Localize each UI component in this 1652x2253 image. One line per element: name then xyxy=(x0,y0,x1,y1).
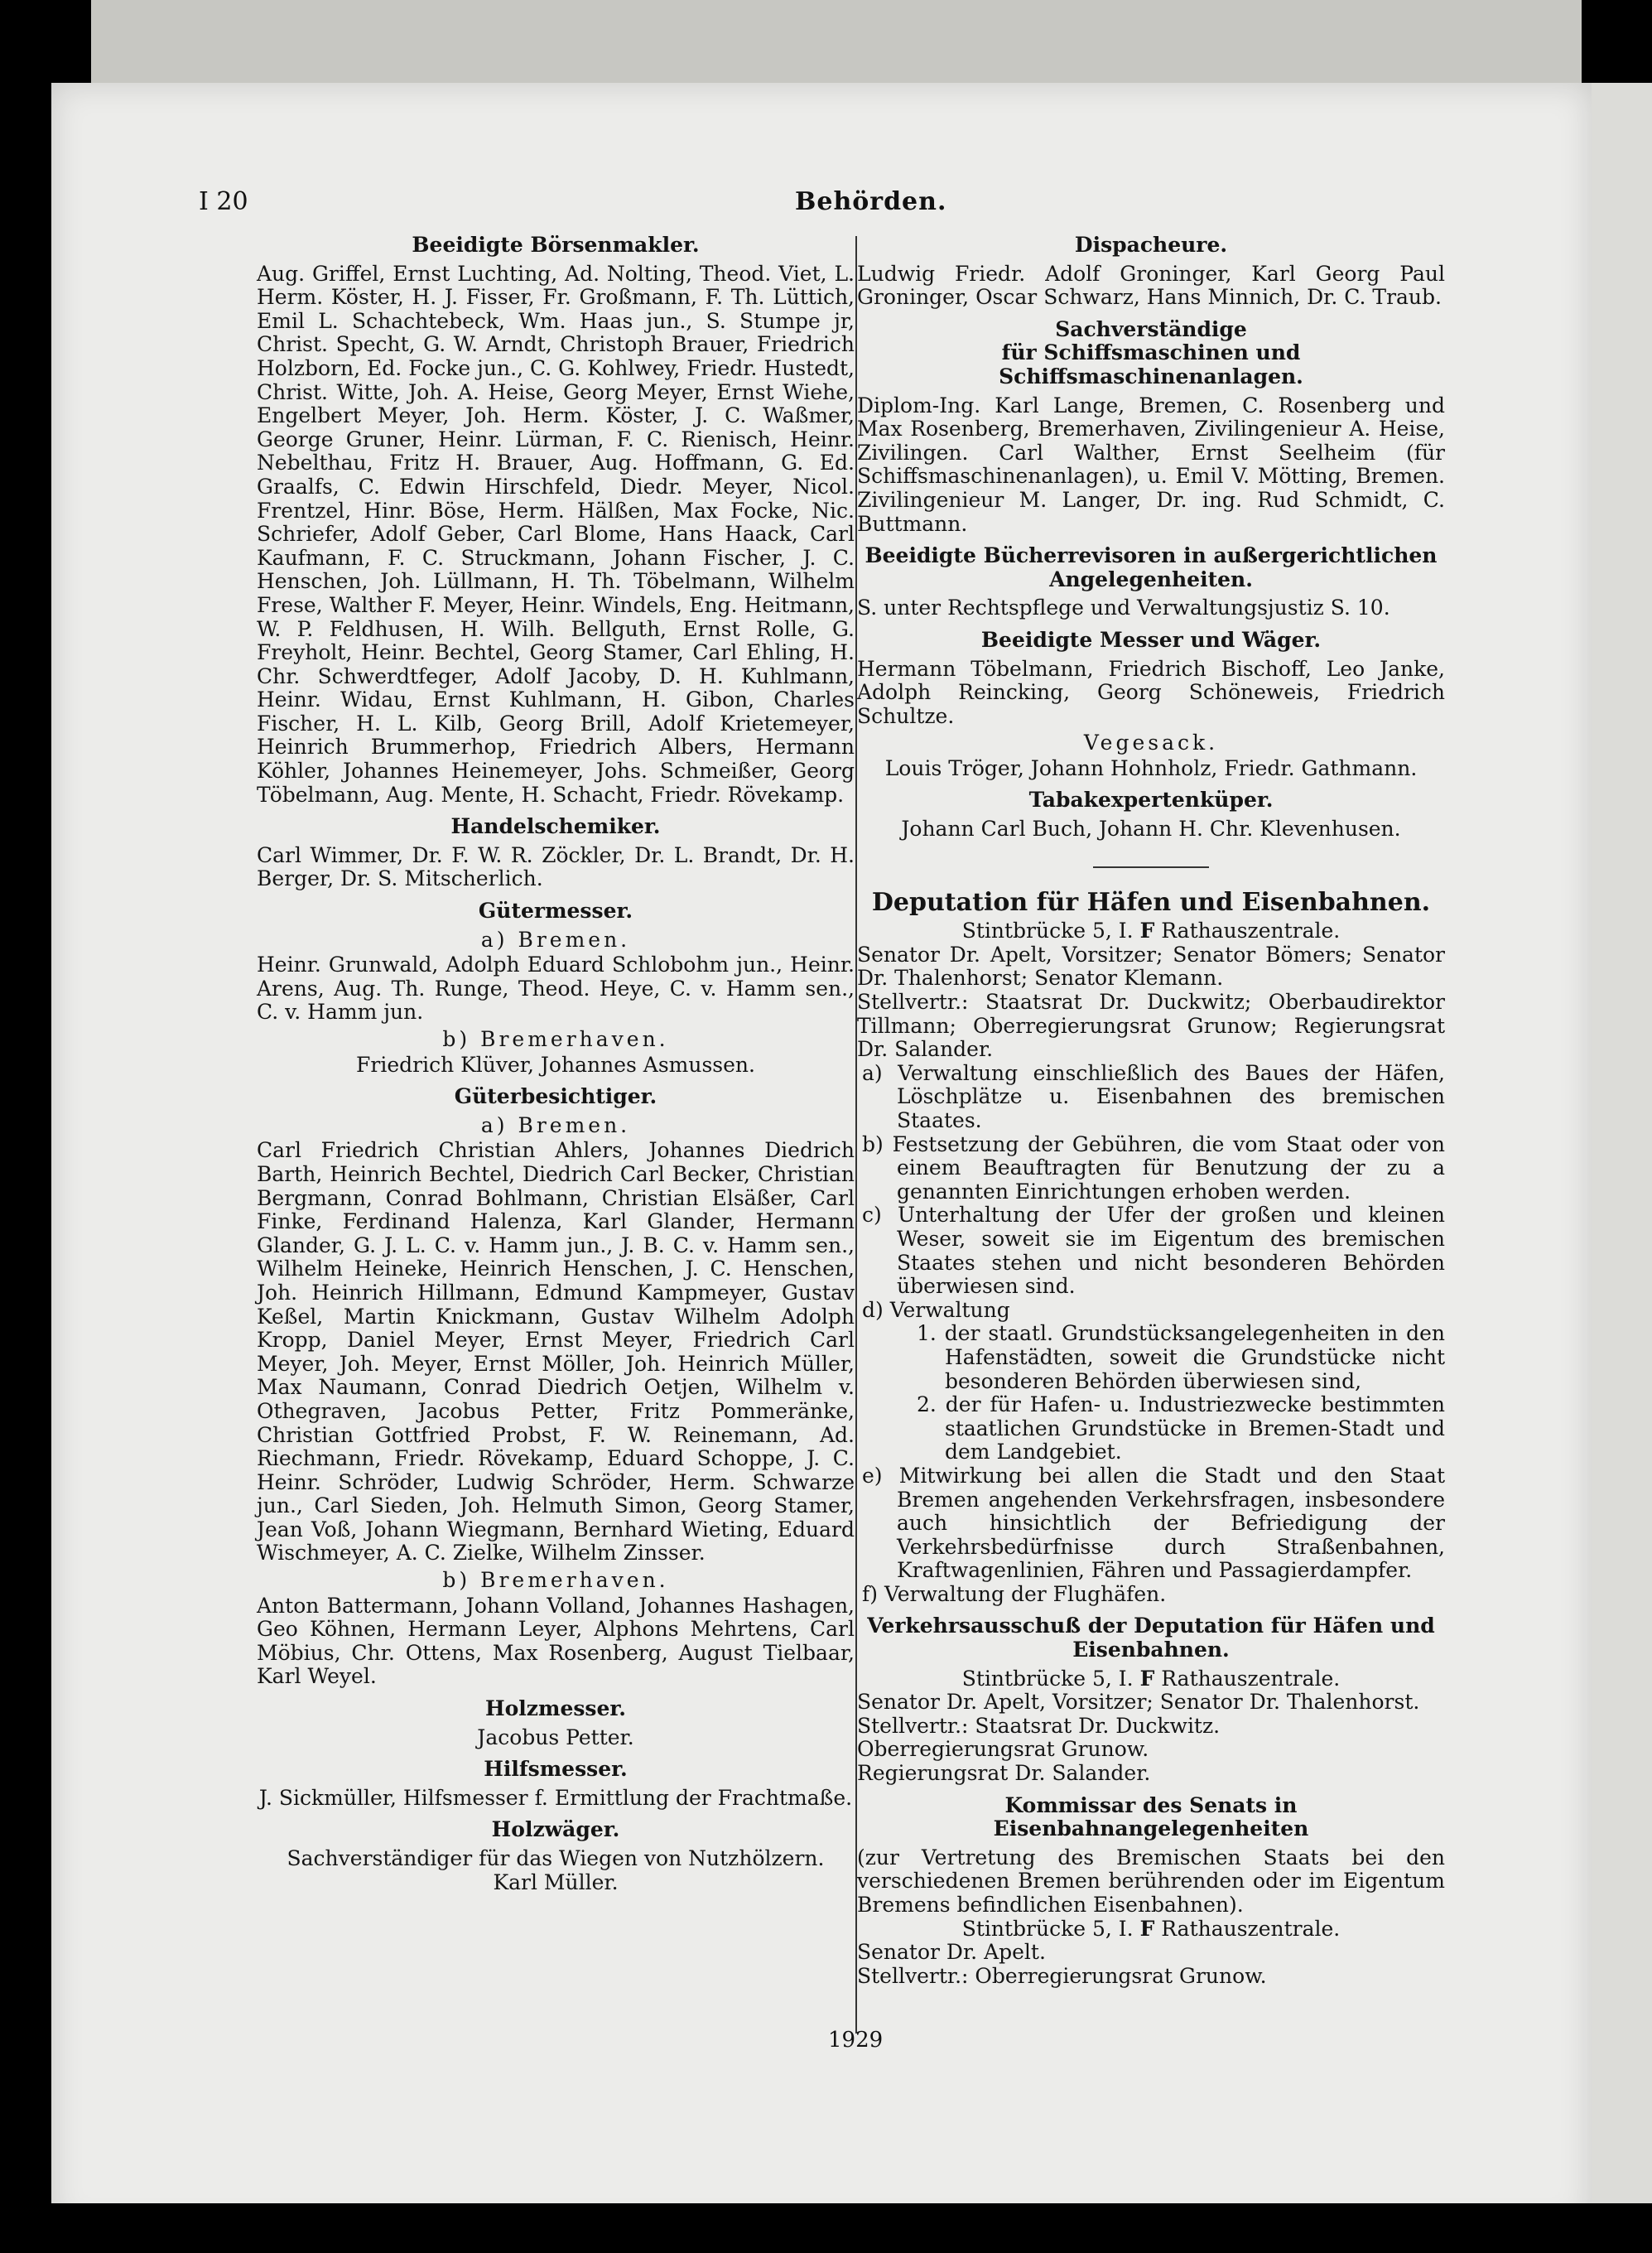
gutermesser-sub-bremerhaven: b) Bremerhaven. xyxy=(442,1027,669,1051)
section-title-verkehrsausschuss: Verkehrsausschuß der Deputation für Häfen und Eisenbahnen. xyxy=(867,1614,1435,1662)
scan-border xyxy=(0,2203,1652,2253)
verkehrsausschuss-line: Senator Dr. Apelt, Vorsitzer; Senator Dr. Thalenhorst. xyxy=(857,1690,1420,1715)
section-title-messer-waeger: Beeidigte Messer und Wäger. xyxy=(980,627,1322,652)
holzwaeger-line1: Sachverständiger für das Wiegen von Nutzhölzern. xyxy=(287,1846,825,1870)
deputation-deputies: Stellvertr.: Staatsrat Dr. Duckwitz; Oberbaudirektor Tillmann; Oberregierungsrat Grunow; Regierungsrat Dr. Salander. xyxy=(857,990,1445,1062)
gutermesser-bremerhaven-list: Friedrich Klüver, Johannes Asmussen. xyxy=(356,1052,755,1077)
section-title-handelschemiker: Handelschemiker. xyxy=(450,814,661,839)
verkehrsausschuss-address: Stintbrücke 5, I. xyxy=(961,1666,1134,1691)
phone-icon: F xyxy=(1139,919,1155,943)
sachverstaendige-title-line1: Sachverständige xyxy=(1055,316,1247,341)
left-column xyxy=(257,225,855,1894)
section-title-holzmesser: Holzmesser. xyxy=(485,1696,626,1721)
deputation-subitem: 1. der staatl. Grundstücksangelegenheiten in den Hafenstädten, soweit die Grundstücke nicht besonderen Behörden überwiesen sind, xyxy=(917,1321,1445,1393)
section-title-hilfsmesser: Hilfsmesser. xyxy=(484,1757,628,1782)
messer-waeger-sub-vegesack: Vegesack. xyxy=(1083,731,1219,755)
phone-icon: F xyxy=(1139,1666,1155,1691)
section-title-kommissar: Kommissar des Senats in Eisenbahnangelegenheiten xyxy=(993,1792,1309,1841)
deputation-item: f) Verwaltung der Flughäfen. xyxy=(862,1581,1167,1606)
buecherrevisoren-text: S. unter Rechtspflege und Verwaltungsjustiz S. 10. xyxy=(857,596,1390,620)
kommissar-note: (zur Vertretung des Bremischen Staats bei den verschiedenen Bremen berührenden oder im Eigentum Bremens befindlichen Eisenbahnen). xyxy=(857,1845,1445,1917)
section-title-guterbesichtiger: Güterbesichtiger. xyxy=(454,1084,657,1109)
section-title-sachverstaendige xyxy=(857,318,1445,389)
verkehrsausschuss-line: Regierungsrat Dr. Salander. xyxy=(857,1761,1151,1786)
sachverstaendige-list: Diplom-Ing. Karl Lange, Bremen, C. Rosenberg und Max Rosenberg, Bremerhaven, Zivilingenieur A. Heise, Zivilingen. Carl Walther, Ernst Seelheim (für Schiffsmaschinenanlagen), u. Emil V. Mötting, Bremen. Zivilingenieur M. Langer, Dr. ing. Rud Schmidt, C. Buttmann. xyxy=(857,393,1445,536)
messer-waeger-list: Hermann Töbelmann, Friedrich Bischoff, Leo Janke, Adolph Reincking, Georg Schöneweis, Friedrich Schultze. xyxy=(857,656,1445,728)
kommissar-line: Senator Dr. Apelt. xyxy=(857,1940,1046,1965)
holzmesser-list: Jacobus Petter. xyxy=(477,1725,634,1749)
verkehrsausschuss-phone: Rathauszentrale. xyxy=(1161,1666,1341,1691)
deputation-address: Stintbrücke 5, I. xyxy=(961,919,1134,943)
footer-year: 1929 xyxy=(828,2028,884,2053)
gutermesser-bremen-list: Heinr. Grunwald, Adolph Eduard Schlobohm jun., Heinr. Arens, Aug. Th. Runge, Theod. Heye, C. v. Hamm sen., C. v. Hamm jun. xyxy=(257,953,855,1025)
section-title-boersenmakler: Beeidigte Börsenmakler. xyxy=(412,233,700,257)
gutermesser-sub-bremen: a) Bremen. xyxy=(480,927,631,952)
sachverstaendige-title-line2: für Schiffsmaschinen und Schiffsmaschinenanlagen. xyxy=(999,340,1303,388)
right-column xyxy=(857,225,1445,1988)
deputation-phone: Rathauszentrale. xyxy=(1161,919,1341,943)
handelschemiker-list: Carl Wimmer, Dr. F. W. R. Zöckler, Dr. L. Brandt, Dr. H. Berger, Dr. S. Mitscherlich. xyxy=(257,842,855,891)
tabak-list: Johann Carl Buch, Johann H. Chr. Klevenhusen. xyxy=(901,817,1401,842)
guterbesichtiger-sub-bremen: a) Bremen. xyxy=(480,1112,631,1137)
section-title-dispacheure: Dispacheure. xyxy=(1074,233,1228,257)
section-title-deputation: Deputation für Häfen und Eisenbahnen. xyxy=(871,887,1431,917)
deputation-item: d) Verwaltung xyxy=(862,1297,1010,1322)
deputation-members: Senator Dr. Apelt, Vorsitzer; Senator Bömers; Senator Dr. Thalenhorst; Senator Klemann. xyxy=(857,942,1445,991)
kommissar-address-line xyxy=(857,1918,1445,1942)
boersenmakler-list: Aug. Griffel, Ernst Luchting, Ad. Nolting, Theod. Viet, L. Herm. Köster, H. J. Fisser, Fr. Großmann, F. Th. Lüttich, Emil L. Schachtebeck, Wm. Haas jun., S. Stumpe jr, Christ. Specht, G. W. Arndt, Christoph Brauer, Friedrich Holzborn, Ed. Focke jun., C. G. Kohlwey, Friedr. Hustedt, Christ. Witte, Joh. A. Heise, Georg Meyer, Ernst Wiehe, Engelbert Meyer, Joh. Herm. Köster, J. C. Waßmer, George Gruner, Heinr. Lürman, F. C. Rienisch, Heinr. Nebelthau, Fritz H. Brauer, Aug. Hoffmann, G. Ed. Graalfs, C. Edwin Hirschfeld, Diedr. Meyer, Nicol. Frentzel, Hinr. Böse, Herm. Hälßen, Max Focke, Nic. Schriefer, Adolf Geber, Carl Blome, Hans Haack, Carl Kaufmann, F. C. Struckmann, Johann Fischer, J. C. Henschen, Joh. Lüllmann, H. Th. Töbelmann, Wilhelm Frese, Walther F. Meyer, Heinr. Windels, Eng. Heitmann, W. P. Feldhusen, H. Wilh. Bellguth, Ernst Rolle, G. Freyholt, Heinr. Bechtel, Georg Stamer, Carl Ehling, H. Chr. Schwerdtfeger, Adolf Jacoby, D. H. Kuhlmann, Heinr. Widau, Ernst Kuhlmann, H. Gibon, Charles Fischer, H. L. Kilb, Georg Brill, Adolf Krietemeyer, Heinrich Brummerhop, Friedrich Albers, Hermann Köhler, Johannes Heinemeyer, Johs. Schmeißer, Georg Töbelmann, Aug. Mente, H. Schacht, Friedr. Rövekamp. xyxy=(257,261,855,807)
deputation-item: c) Unterhaltung der Ufer der großen und kleinen Weser, soweit sie im Eigentum des bremischen Staates stehen und nicht besonderen Behörden überwiesen sind. xyxy=(862,1203,1445,1299)
messer-waeger-vegesack-list: Louis Tröger, Johann Hohnholz, Friedr. Gathmann. xyxy=(884,755,1418,780)
section-title-buecherrevisoren: Beeidigte Bücherrevisoren in außergerichtlichen Angelegenheiten. xyxy=(865,543,1438,591)
section-divider xyxy=(1093,866,1209,868)
section-title-gutermesser: Gütermesser. xyxy=(478,899,633,924)
section-title-holzwaeger: Holzwäger. xyxy=(491,1817,620,1842)
kommissar-line: Stellvertr.: Oberregierungsrat Grunow. xyxy=(857,1963,1267,1988)
guterbesichtiger-bremerhaven-list: Anton Battermann, Johann Volland, Johannes Hashagen, Geo Köhnen, Hermann Leyer, Alphons Mehrtens, Carl Möbius, Chr. Ottens, Max Rosenberg, August Tielbaar, Karl Weyel. xyxy=(257,1593,855,1689)
deputation-subitem: 2. der für Hafen- u. Industriezwecke bestimmten staatlichen Grundstücke in Bremen-Stadt und dem Landgebiet. xyxy=(917,1392,1445,1464)
holzwaeger-line2: Karl Müller. xyxy=(493,1869,619,1894)
deputation-item: a) Verwaltung einschließlich des Baues der Häfen, Löschplätze u. Eisenbahnen des bremischen Staates. xyxy=(862,1060,1445,1132)
kommissar-address: Stintbrücke 5, I. xyxy=(961,1916,1134,1941)
running-head: Behörden. xyxy=(795,187,947,216)
verkehrsausschuss-line: Stellvertr.: Staatsrat Dr. Duckwitz. xyxy=(857,1713,1221,1738)
hilfsmesser-list: J. Sickmüller, Hilfsmesser f. Ermittlung der Frachtmaße. xyxy=(258,1785,853,1810)
dispacheure-list: Ludwig Friedr. Adolf Groninger, Karl Georg Paul Groninger, Oscar Schwarz, Hans Minnich, Dr. C. Traub. xyxy=(857,261,1445,310)
kommissar-phone: Rathauszentrale. xyxy=(1161,1916,1341,1941)
verkehrsausschuss-line: Oberregierungsrat Grunow. xyxy=(857,1737,1149,1762)
page-number: I 20 xyxy=(199,187,248,216)
guterbesichtiger-bremen-list: Carl Friedrich Christian Ahlers, Johannes Diedrich Barth, Heinrich Bechtel, Diedrich Carl Becker, Christian Bergmann, Conrad Bohlmann, Christian Elsäßer, Carl Finke, Ferdinand Halenza, Karl Glander, Hermann Glander, G. J. L. C. v. Hamm jun., J. B. C. v. Hamm sen., Wilhelm Heineke, Heinrich Henschen, J. C. Henschen, Joh. Heinrich Hillmann, Edmund Kampmeyer, Gustav Keßel, Martin Knickmann, Gustav Wilhelm Adolph Kropp, Daniel Meyer, Ernst Meyer, Friedrich Carl Meyer, Joh. Meyer, Ernst Möller, Joh. Heinrich Müller, Max Naumann, Conrad Diedrich Oetjen, Wilhelm v. Othegraven, Jacobus Petter, Fritz Pommeränke, Christian Gottfried Probst, F. W. Reinemann, Ad. Riechmann, Friedr. Rövekamp, Eduard Schoppe, J. C. Heinr. Schröder, Ludwig Schröder, Herm. Schwarze jun., Carl Sieden, Joh. Helmuth Simon, Georg Stamer, Jean Voß, Johann Wiegmann, Bernhard Wieting, Eduard Wischmeyer, A. C. Zielke, Wilhelm Zinsser. xyxy=(257,1138,855,1566)
guterbesichtiger-sub-bremerhaven: b) Bremerhaven. xyxy=(442,1568,669,1593)
phone-icon: F xyxy=(1139,1916,1155,1941)
deputation-item: b) Festsetzung der Gebühren, die vom Staat oder von einem Beauftragten für Benutzung der zu a genannten Einrichtungen erhoben werden. xyxy=(862,1131,1445,1204)
deputation-address-line xyxy=(857,919,1445,943)
deputation-item: e) Mitwirkung bei allen die Stadt und den Staat Bremen angehenden Verkehrsfragen, insbesondere auch hinsichtlich der Befriedigung der Verkehrsbedürfnisse durch Straßenbahnen, Kraftwagenlinien, Fähren und Passagierdampfer. xyxy=(862,1463,1445,1583)
section-title-tabak: Tabakexpertenküper. xyxy=(1028,788,1274,813)
verkehrsausschuss-address-line xyxy=(857,1667,1445,1691)
